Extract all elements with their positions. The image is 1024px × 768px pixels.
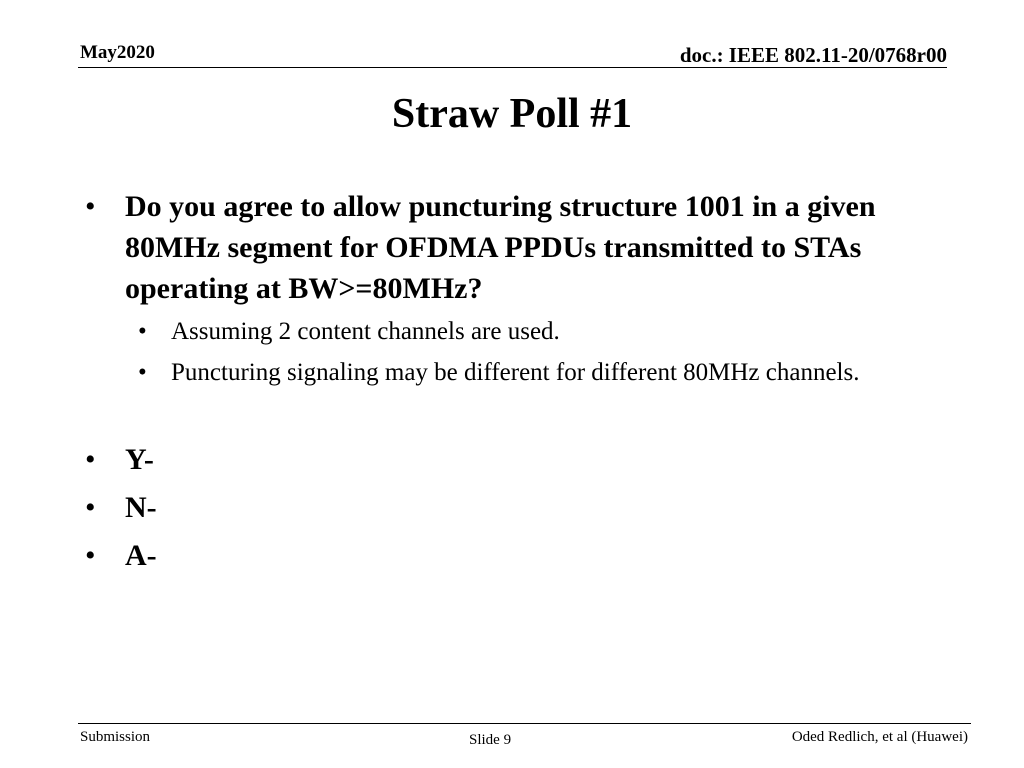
header-date: May2020 <box>80 42 155 63</box>
footer-submission: Submission <box>80 729 151 745</box>
vote-no <box>85 487 965 528</box>
footer-divider <box>78 723 971 724</box>
bullet-icon: • <box>85 443 96 476</box>
sub-bullet-text: Puncturing signaling may be different for different 80MHz channels. <box>171 359 860 386</box>
vote-label: A- <box>125 539 157 572</box>
question-text: Do you agree to allow puncturing structure 1001 in a given 80MHz segment for OFDMA PPDUs transmitted to STAs operating at BW>=80MHz? <box>125 190 876 305</box>
question-item <box>85 186 965 309</box>
header-doc-id: doc.: IEEE 802.11-20/0768r00 <box>679 43 947 67</box>
vote-label: N- <box>125 491 157 524</box>
vote-abstain <box>85 535 965 576</box>
vote-label: Y- <box>125 443 154 476</box>
footer-slide-number: Slide 9 <box>469 732 512 748</box>
sub-bullet-text: Assuming 2 content channels are used. <box>171 318 560 345</box>
bullet-icon: • <box>85 190 96 223</box>
bullet-icon: • <box>85 491 96 524</box>
vote-yes <box>85 439 965 480</box>
sub-bullet-item <box>85 314 965 349</box>
bullet-icon: • <box>85 539 96 572</box>
header-divider <box>78 67 947 68</box>
sub-bullet-item <box>85 355 965 390</box>
slide-body <box>85 186 965 576</box>
bullet-icon: • <box>138 359 147 386</box>
slide-title: Straw Poll #1 <box>391 91 633 137</box>
bullet-icon: • <box>138 318 147 345</box>
footer-authors: Oded Redlich, et al (Huawei) <box>791 729 968 745</box>
